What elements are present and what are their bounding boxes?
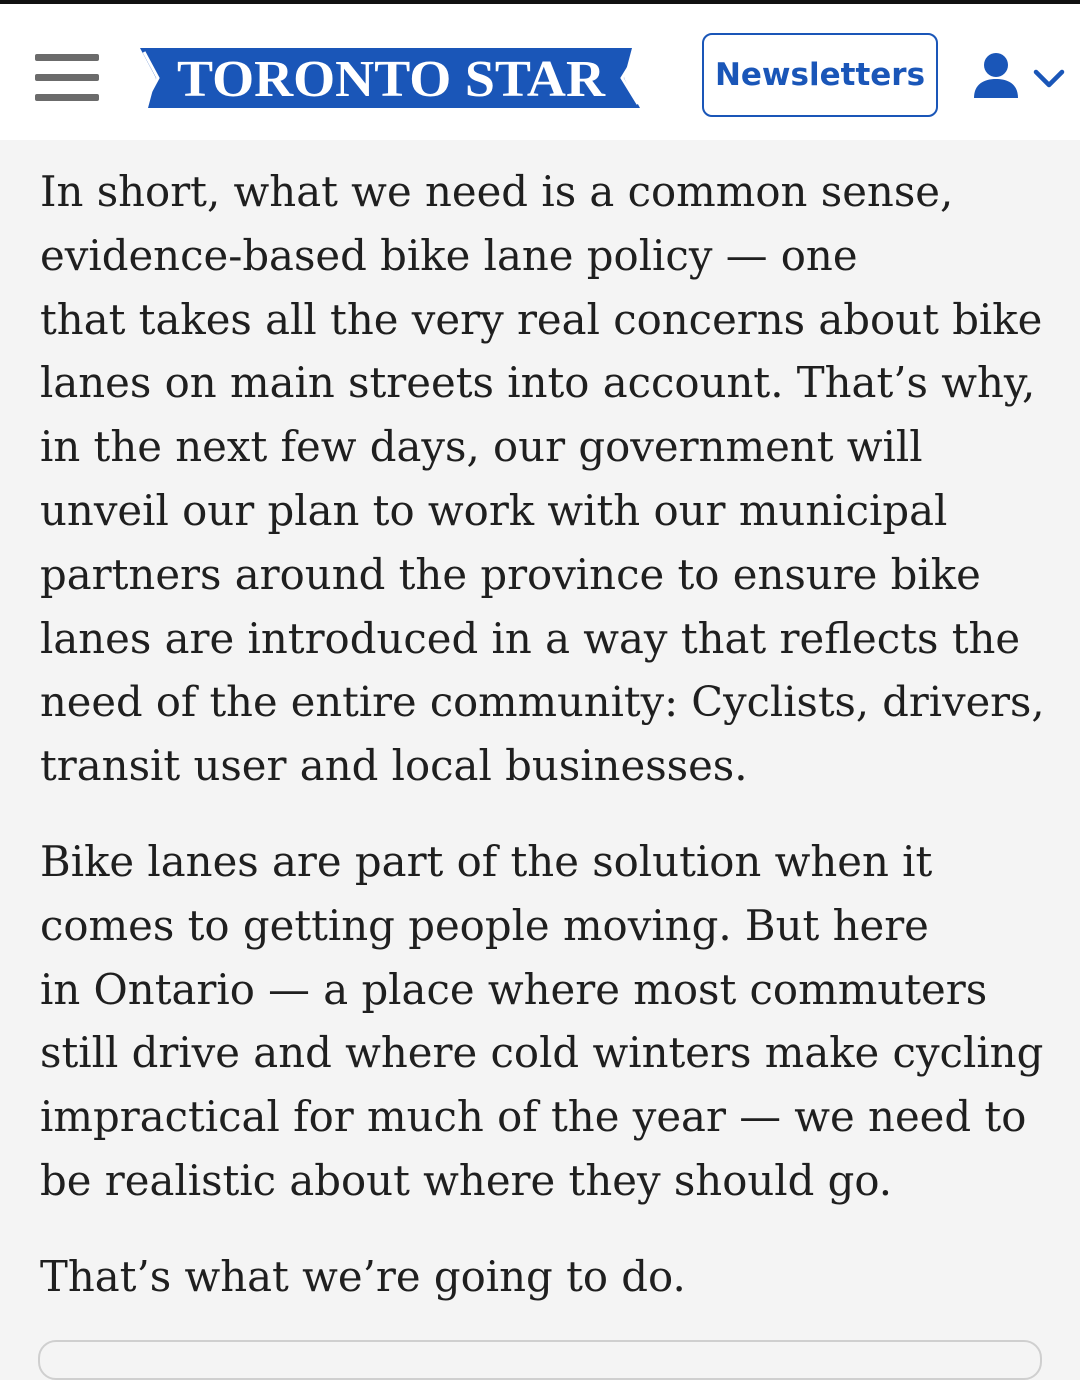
paragraph-line: evidence-based bike lane policy — one	[40, 230, 858, 280]
logo-banner	[138, 46, 642, 110]
paragraph-line: Bike lanes are part of the solution when it	[40, 836, 933, 886]
article-paragraph	[40, 1245, 1050, 1309]
hamburger-menu-icon[interactable]	[30, 50, 102, 106]
paragraph-line: That’s what we’re going to do.	[40, 1251, 686, 1301]
toronto-star-logo[interactable]	[138, 46, 642, 110]
paragraph-line: lanes on main streets into account. That’s why,	[40, 358, 1036, 408]
paragraph-line: impractical for much of the year — we need to	[40, 1092, 1027, 1142]
article-body	[40, 160, 1050, 1341]
paragraph-line: unveil our plan to work with our municipal	[40, 485, 948, 535]
next-content-card	[38, 1340, 1042, 1380]
paragraph-line: lanes are introduced in a way that reflects the	[40, 613, 1021, 663]
paragraph-line: that takes all the very real concerns about bike	[40, 294, 1043, 344]
paragraph-line: partners around the province to ensure bike	[40, 549, 981, 599]
account-menu-button[interactable]	[968, 50, 1072, 108]
paragraph-line: comes to getting people moving. But here	[40, 900, 929, 950]
user-icon	[974, 53, 1018, 98]
newsletters-button[interactable]: Newsletters	[702, 33, 938, 117]
paragraph-line: In short, what we need is a common sense,	[40, 167, 954, 216]
article-paragraph	[40, 160, 1050, 798]
article-paragraph	[40, 830, 1050, 1213]
chevron-down-icon	[1036, 72, 1062, 85]
paragraph-line: transit user and local businesses.	[40, 741, 748, 791]
logo-text: TORONTO STAR	[177, 51, 607, 108]
paragraph-line: in the next few days, our government will	[40, 422, 923, 472]
paragraph-line: still drive and where cold winters make cycling	[40, 1028, 1044, 1078]
paragraph-line: in Ontario — a place where most commuters	[40, 964, 988, 1014]
paragraph-line: need of the entire community: Cyclists, drivers,	[40, 677, 1045, 727]
paragraph-line: be realistic about where they should go.	[40, 1155, 893, 1205]
site-header	[0, 4, 1080, 140]
